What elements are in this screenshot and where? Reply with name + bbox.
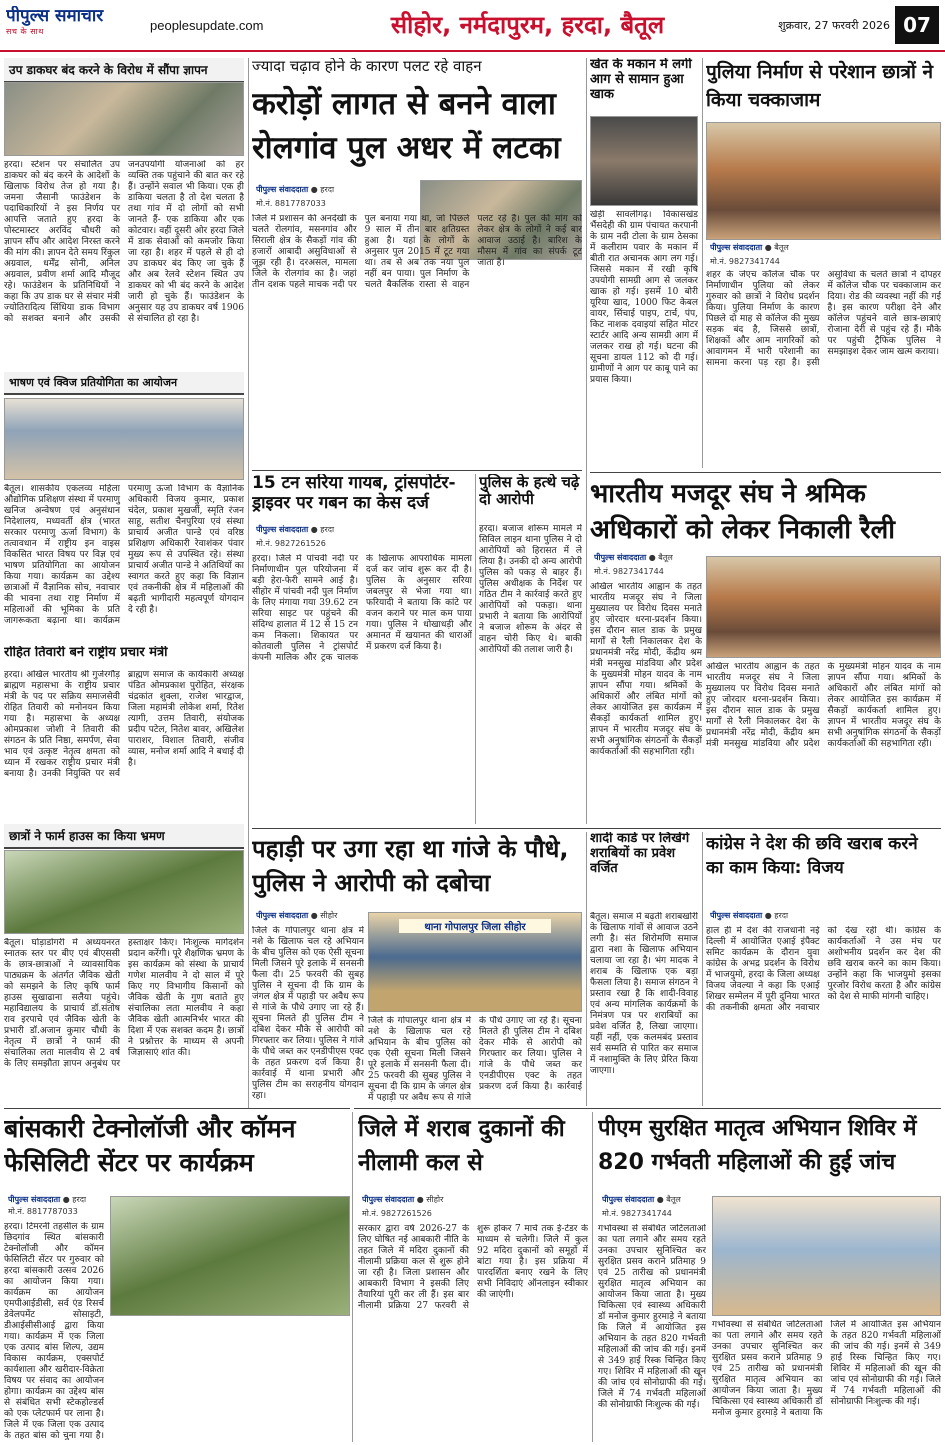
photo (4, 398, 244, 480)
byline-name: पीपुल्स संवाददाता (256, 911, 309, 920)
article-farm-visit (4, 824, 244, 850)
column-rule (586, 832, 587, 1106)
headline: बांसकारी टेक्नोलॉजी और कॉमन फेसिलिटी सेंटर पर कार्यक्रम (4, 1114, 296, 1177)
mobile-number: मो.नं. 9827341744 (710, 257, 780, 266)
article-quiz (4, 372, 244, 398)
photo (590, 116, 698, 206)
mobile-number: मो.नं. 9827261526 (256, 539, 326, 548)
byline: पीपुल्स संवाददाता ● सीहोर (256, 911, 338, 920)
byline-city: बैतूल (658, 553, 673, 562)
divider (354, 1108, 941, 1109)
byline-name: पीपुल्स संवाददाता (256, 525, 309, 534)
headline: पुलिया निर्माण से परेशान छात्रों ने किया चक्काजाम (706, 61, 934, 111)
divider (252, 470, 582, 471)
photo (4, 850, 244, 934)
article-body: गर्भावस्था से संबंधित जटिलताओं का पता लगाने और समय रहते उनका उपचार सुनिश्चित कर सुरक्षित प्रसव कराने प्रतिमाह 9 एवं 25 तारीख को प्रधानमंत्री सुरक्षित मातृत्व अभियान का आयोजन किया जाता है। मुख्य चिकित्सा एवं स्वास्थ्य अधिकारी डॉ मनोज कुमार हुरमाड़े ने बताया कि जिले में आयोजित इस अभियान के तहत 820 गर्भवती महिलाओं की जांच की गई। इनमें से 349 हाई रिस्क चिन्हित किए गए। शिविर में महिलाओं की खून की जांच एवं सोनोग्राफी की गई। जिले में 74 गर्भवती महिलाओं की सोनोग्राफी निःशुल्क की गई। (712, 1320, 941, 1418)
byline: पीपुल्स संवाददाता ● हरदा (256, 185, 335, 194)
byline-city: सीहोर (320, 911, 338, 920)
photo (712, 1196, 941, 1316)
photo (110, 1196, 350, 1316)
byline-city: हरदा (320, 185, 335, 194)
column-rule (702, 832, 703, 1106)
headline: उप डाकघर बंद करने के विरोध में सौंपा ज्ञापन (4, 58, 244, 83)
newspaper-logo (6, 6, 156, 44)
photo (706, 556, 941, 658)
headline: पुलिस के हत्थे चढ़े दो आरोपी (479, 474, 580, 509)
byline-name: पीपुल्स संवाददाता (594, 553, 647, 562)
photo (706, 122, 941, 240)
article-body: जिले के गोपालपुर थाना क्षेत्र में नशे के खिलाफ चल रहे अभियान के बीच पुलिस को एक ऐसी सूचना मिली जिसने पूरे इलाके में सनसनी फैला दी। 25 फरवरी की सुबह पुलिस ने सूचना दी कि ग्राम के जंगल क्षेत्र में पहाड़ी पर अवैध रूप से गांजे के पौधे उगाए जा रहे हैं। सूचना मिलते ही पुलिस टीम ने दबिश देकर मौके से आरोपी को गिरफ्तार कर लिया। पुलिस ने गांजे के पौधे जब्त कर एनडीपीएस एक्ट के तहत प्रकरण दर्ज किया है। कार्रवाई (368, 1016, 582, 1103)
byline-city: हरदा (774, 911, 789, 920)
logo-tagline: सच के साथ (6, 27, 44, 36)
byline-city: बैतूल (774, 243, 789, 252)
article-body: जिले में प्रशासन की अनदेखी के चलते रोलगांव, मसनगांव और सिराली क्षेत्र के सैकड़ों गांव की हजारों आबादी असुविधाओं से जूझ रही है। दरअसल, मामला जिले के रोलगांव का है। जहां तीन दशक पहले माचक नदी पर पुल बनाया गया था, जो पिछले 9 साल में तीन बार क्षतिग्रस्त हुआ है। यहां के लोगों के अनुसार पुल 2015 में टूट गया था। तब से अब तक नया पुल नहीं बन पाया। पुल निर्माण के चलते बैकलिंक रास्ता से वाहन पलट रहे हैं। पुल की मांग को लेकर क्षेत्र के लोगों ने कई बार आवाज उठाई है। बारिश के मौसम में गांव का संपर्क टूट जाता है। (252, 214, 582, 290)
article-body: जिले के गोपालपुर थाना क्षेत्र में नशे के खिलाफ चल रहे अभियान के बीच पुलिस को एक ऐसी सूचना मिली जिसने पूरे इलाके में सनसनी फैला दी। 25 फरवरी की सुबह पुलिस ने सूचना दी कि ग्राम के जंगल क्षेत्र में पहाड़ी पर अवैध रूप से गांजे के पौधे उगाए जा रहे हैं। सूचना मिलते ही पुलिस टीम ने दबिश देकर मौके से आरोपी को गिरफ्तार कर लिया। पुलिस ने गांजे के पौधे जब्त कर एनडीपीएस एक्ट के तहत प्रकरण दर्ज किया है। कार्रवाई में थाना प्रभारी और पुलिस टीम का सराहनीय योगदान रहा। (252, 926, 364, 1101)
article-body: हरदा। टिमरनी तहसील के ग्राम छिदगांव स्थित बांसकारी टेक्नोलॉजी और कॉमन फेसिलिटी सेंटर पर गुरुवार को हरदा बांसकारी उत्सव 2026 का आयोजन किया गया। कार्यक्रम का आयोजन एमपीआईडीसी, सर्व एंड रिसर्च डेवेलपमेंट सोसाइटी, डीआईसीसीआई द्वारा किया गया। कार्यक्रम में एक जिला एक उत्पाद बांस शिल्प, उद्यम विकास कार्यक्रम, एक्सपोर्ट कार्यशाला और खरीदार-विक्रेता विषय पर संवाद का आयोजन होगा। कार्यक्रम का उद्देश्य बांस से संबंधित सभी स्टेकहोल्डर्स को एक प्लेटफार्म पर लाना है। जिले में एक जिला एक उत्पाद के तहत बांस को चुना गया है। (4, 1222, 104, 1440)
photo (368, 912, 582, 1012)
mobile-number: मो.नं. 9827261526 (362, 1209, 432, 1218)
byline-name: पीपुल्स संवाददाता (8, 1195, 61, 1204)
byline-city: सीहोर (426, 1195, 444, 1204)
column-rule (248, 58, 249, 1108)
photo (4, 82, 244, 156)
article-body: हरदा। बजाज शोरूम मामले में सिविल लाइन थाना पुलिस ने दो आरोपियों को हिरासत में ले लिया है। उनकी दो अन्य आरोपी पुलिस को पकड़ से बाहर हैं। पुलिस अधीक्षक के निर्देश पर गठित टीम ने कार्रवाई करते हुए आरोपियों को पकड़ा। थाना प्रभारी ने बताया कि आरोपियों ने बजाज शोरूम के अंदर से वाहन चोरी किए थे। बाकी आरोपियों की तलाश जारी है। (479, 524, 582, 655)
byline: पीपुल्स संवाददाता ● सीहोर (362, 1195, 444, 1204)
kicker: ज्यादा चढ़ाव होने के कारण पलट रहे वाहन (252, 58, 482, 75)
article-body: सरकार द्वारा वर्ष 2026-27 के लिए घोषित नई आबकारी नीति के तहत जिले में मदिरा दुकानों की नीलामी प्रक्रिया कल से शुरू होने जा रही है। जिला प्रशासन और आबकारी विभाग ने इसकी लिए तैयारियां पूरी कर ली हैं। इस बार नीलामी प्रक्रिया 27 फरवरी से शुरू होकर 7 मार्च तक ई-टेंडर के माध्यम से चलेगी। जिले में कुल 92 मदिरा दुकानों को समूहों में बांटा गया है। इस प्रक्रिया में पारदर्शिता बनाए रखने के लिए सभी निविदाएं ऑनलाइन स्वीकार की जाएंगी। (358, 1224, 588, 1311)
headline: शादी कार्ड पर लिखेंगे शराबियों का प्रवेश वर्जित (590, 832, 690, 876)
byline: पीपुल्स संवाददाता ● बैतूल (602, 1195, 681, 1204)
article-body: अखिल भारतीय आह्वान के तहत भारतीय मजदूर संघ ने जिला मुख्यालय पर विरोध दिवस मनाते हुए जोरदार धरना-प्रदर्शन किया। इस दौरान साल डाक के प्रमुख मार्गों से रैली निकालकर देश के प्रधानमंत्री नरेंद्र मोदी, केंद्रीय श्रम मंत्री मनसुख मांडविया और प्रदेश के मुख्यमंत्री मोहन यादव के नाम ज्ञापन सौंपा गया। श्रमिकों के अधिकारों और लंबित मांगों को लेकर आयोजित इस कार्यक्रम में सैकड़ों कार्यकर्ता शामिल हुए। ज्ञापन में भारतीय मजदूर संघ के सभी अनुषांगिक संगठनों के सैकड़ों कार्यकर्ताओं की सहभागिता रही। (706, 662, 941, 749)
article-body: शहर के जेएच कॉलेज चौक पर निर्माणाधीन पुलिया को लेकर गुरुवार को छात्रों ने विरोध प्रदर्शन किया। पुलिया निर्माण के कारण पिछले दो माह से कॉलेज की मुख्य सड़क बंद है, जिससे छात्रों, शिक्षकों और आम नागरिकों को आवागमन में भारी परेशानी का सामना करना पड़ रहा है। इसी असुविधा के चलते छात्रों ने दोपहर में कॉलेज चौक पर चक्काजाम कर दिया। रोड की व्यवस्था नहीं की गई है। इस कारण परीक्षा देने और कॉलेज पहुंचने वाले छात्र-छात्राएं रोजाना देरी से पहुंच रहे हैं। मौके पर पहुंची ट्रैफिक पुलिस ने समझाइश देकर जाम खत्म कराया। (706, 270, 941, 368)
byline-city: हरदा (72, 1195, 87, 1204)
byline-name: पीपुल्स संवाददाता (710, 243, 763, 252)
photo-sign: थाना गोपालपुर जिला सीहोर (399, 919, 551, 933)
article-body: हरदा। जिले में पांचवी नदी पर निर्माणाधीन पुल परियोजना में बड़ी हेरा-फेरी सामने आई है। सीहोर में पांचवी नदी पुल निर्माण के लिए मंगाया गया 39.62 टन सरिया साइट पर पहुंचने की संदिग्ध हालात में 12 से 15 टन कम निकला। शिकायत पर कोतवाली पुलिस ने ट्रांसपोर्ट कंपनी मालिक और ट्रक चालक के खिलाफ आपराधिक मामला दर्ज कर जांच शुरू कर दी है। पुलिस के अनुसार सरिया जबलपुर से भेजा गया था। फरियादी ने बताया कि कांटे पर वजन कराने पर माल कम पाया गया। पुलिस ने धोखाधड़ी और अमानत में खयानत की धाराओं में प्रकरण दर्ज किया है। (252, 554, 472, 663)
page-number: 07 (895, 6, 939, 44)
mobile-number: मो.नं. 9827341744 (594, 567, 664, 576)
divider (4, 1108, 350, 1109)
column-rule (352, 1112, 353, 1442)
byline-name: पीपुल्स संवाददाता (362, 1195, 415, 1204)
article-body: अखिल भारतीय आह्वान के तहत भारतीय मजदूर संघ ने जिला मुख्यालय पर विरोध दिवस मनाते हुए जोरदार धरना-प्रदर्शन किया। इस दौरान साल डाक के प्रमुख मार्गों से रैली निकालकर देश के प्रधानमंत्री नरेंद्र मोदी, केंद्रीय श्रम मंत्री मनसुख मांडविया और प्रदेश के मुख्यमंत्री मोहन यादव के नाम ज्ञापन सौंपा गया। श्रमिकों के अधिकारों और लंबित मांगों को लेकर आयोजित इस कार्यक्रम में सैकड़ों कार्यकर्ता शामिल हुए। ज्ञापन में भारतीय मजदूर संघ के सभी अनुषांगिक संगठनों के सैकड़ों कार्यकर्ताओं की सहभागिता रही। (590, 582, 702, 757)
headline: खेत के मकान में लगी आग से सामान हुआ खाक (590, 58, 692, 102)
divider (590, 472, 941, 473)
column-rule (592, 1112, 593, 1442)
byline-name: पीपुल्स संवाददाता (256, 185, 309, 194)
byline-name: पीपुल्स संवाददाता (710, 911, 763, 920)
article-body: हरदा। अखिल भारतीय श्री गुर्जरगौड़ ब्राह्मण महासभा के राष्ट्रीय प्रचार मंत्री के पद पर सक्रिय समाजसेवी रोहित तिवारी को मनोनयन किया गया है। महासभा के अध्यक्ष ओमप्रकाश जोशी ने तिवारी की संगठन के प्रति निष्ठा, समर्पण, सेवा भाव एवं उत्कृष्ट नेतृत्व क्षमता को ध्यान में रखकर राष्ट्रीय प्रचार मंत्री बनाया है। उनकी नियुक्ति पर सर्व ब्राह्मण समाज के कार्यकारी अध्यक्ष पंडित ओमप्रकाश पुरोहित, संरक्षक चंद्रकांत शुक्ला, राजेश भारद्वाज, जिला महामंत्री लोकेश शर्मा, रितेश त्यागी, उत्तम तिवारी, संयोजक प्रदीप पटेल, नितेश बावर, अखिलेश पाराशर, विशाल तिवारी, संजीव व्यास, मनोज शर्मा आदि ने बधाई दी है। (4, 670, 244, 779)
byline: पीपुल्स संवाददाता ● बैतूल (710, 243, 789, 252)
article-body: बैतूल। घोड़ाडोंगरी में अध्ययनरत स्नातक स्तर पर बीए एवं बीएससी के छात्र-छात्राओं ने व्यावसायिक पाठ्यक्रम के अंतर्गत जैविक खेती को समझने के लिए कृषि फार्म हाउस सुखाढाना सलैया पहुंचे। महाविद्यालय के प्राचार्य डॉ.संतोष राव इरपाचे एवं जैविक खेती के प्रभारी डॉ.अजान कुमार चौधी के नेतृत्व में छात्रों ने फार्म की संचालिका लता मालवीय से 2 वर्ष के लिए समझौता ज्ञापन अनुबंध पर हस्ताक्षर किए। निःशुल्क मार्गदर्शन प्रदान करेंगी। पूरे शैक्षणिक भ्रमण के इस कार्यक्रम को संस्था के प्राचार्य गणेश मालवीय ने दो साल में पूरे किए गए विभागीय किसानों को जैविक खेती के गुण बताते हुए संचालिका लता मालवीय ने कहा जैविक खेती आत्मनिर्भर भारत की दिशा में एक सशक्त कदम है। छात्रों ने प्रश्नोत्तर के माध्यम से अपनी जिज्ञासाएं शांत की। (4, 938, 244, 1069)
headline: भाषण एवं क्विज प्रतियोगिता का आयोजन (4, 372, 244, 395)
mobile-number: मो.नं. 8817787033 (256, 199, 326, 208)
region-title: सीहोर, नर्मदापुरम, हरदा, बैतूल (390, 11, 665, 39)
byline-name: पीपुल्स संवाददाता (602, 1195, 655, 1204)
headline: छात्रों ने फार्म हाउस का किया भ्रमण (4, 824, 244, 849)
headline: 15 टन सरिया गायब, ट्रांसपोर्टर-ड्राइवर पर गबन का केस दर्ज (252, 474, 456, 513)
mobile-number: मो.नं. 9827341744 (602, 1209, 672, 1218)
column-rule (586, 58, 587, 824)
headline: भारतीय मजदूर संघ ने श्रमिक अधिकारों को लेकर निकाली रैली (590, 479, 896, 545)
headline: रोहित तिवारी बने राष्ट्रीय प्रचार मंत्री (4, 646, 168, 660)
column-rule (475, 474, 476, 824)
article-body: बैतूल। शासकीय एकलव्य महिला औद्योगिक प्रशिक्षण संस्था में परमाणु खनिज अन्वेषण एवं अनुसंधान निदेशालय, मध्यवर्ती क्षेत्र (भारत सरकार परमाणु ऊर्जा विभाग) के तत्वावधान में राष्ट्रीय इन वाइस विकसित भारत विषय पर विज्ञ एवं भाषण प्रतियोगिता का आयोजन किया गया। कार्यक्रम का उद्देश्य छात्राओं में वैज्ञानिक सोच, नवाचार की भावना तथा राष्ट्र निर्माण में महिलाओं की भूमिका के प्रति जागरूकता बढ़ाना था। कार्यक्रम परमाणु ऊर्जा विभाग के वैज्ञानिक अधिकारी विजय कुमार, प्रकाश चंदेल, प्रकाश मुखर्जी, स्मृति रंजन साहू, सतीश चैनपुरिया एवं संस्था प्राचार्य अजीत पान्डे एवं वरिष्ठ प्रशिक्षण अधिकारी रेवाशंकर पंवार मुख्य रूप से उपस्थित रहे। संस्था प्राचार्य अजीत पान्डे ने अतिथियों का स्वागत करते हुए कहा कि विज्ञान एवं तकनीकी क्षेत्र में महिलाओं की बढ़ती भागीदारी महत्वपूर्ण योगदान दे रही है। (4, 484, 244, 626)
byline: पीपुल्स संवाददाता ● बैतूल (594, 553, 673, 562)
logo-text: पीपुल्स समाचार (6, 6, 104, 26)
article-body: हरदा। स्टेशन पर संचालित उप डाकघर को बंद करने के आदेशों के खिलाफ विरोध तेज हो गया है। जमना जैसानी फाउंडेशन के पदाधिकारियों ने इस निर्णय पर आपत्ति जताते हुए हरदा के पोस्टमास्टर अरविंद चौधरी को ज्ञापन सौंप और आदेश निरस्त करने की मांग की। ज्ञापन देते समय रिंकुल अग्रवाल, धर्मेंद्र सोनी, अनिल अग्रवाल, प्रवीण शर्मा आदि मौजूद रहे। फाउंडेशन के प्रतिनिधियों ने कहा कि उप डाक घर से संचार मंत्री ज्योतिरादित्य सिंधिया डाक विभाग को सशक्त बनाने और उसकी जनउपयोगी योजनाओं को हर व्यक्ति तक पहुंचाने की बात कर रहे हैं। उन्होंने सवाल भी किया। एक ही डाकिया चलता है तो देश चलता है तथा गांव में दो लोगों को सभी जानते हैं- एक डाकिया और एक कोटवार। वहीं दूसरी ओर हरदा जिले में डाक सेवाओं को कमजोर किया जा रहा है। शहर में पहले से ही दो उप डाकघर बंद किए जा चुके हैं और अब रेलवे स्टेशन स्थित उप डाकघर को भी बंद करने के आदेश जारी हो चुके हैं। फाउंडेशन के अनुसार यह उप डाकघर वर्ष 1906 से संचालित हो रहा है। (4, 160, 244, 324)
column-rule (702, 58, 703, 468)
article-post-office (4, 58, 244, 156)
divider (252, 828, 941, 829)
masthead (0, 0, 945, 52)
issue-date: शुक्रवार, 27 फरवरी 2026 (778, 19, 890, 32)
article-body: खेड़ी सावलीगढ़। विकासखंड भैंसदेही की ग्राम पंचायत करपानी के ग्राम नदी टोला के ग्राम ठेसका में कलीराम पवार के मकान में बीती रात अचानक आग लग गई। जिससे मकान में रखी कृषि उपयोगी सामग्री आग से जलकर खाक हो गई। इसमें 10 बोरी यूरिया खाद, 1000 फिट केबल वायर, सिंचाई पाइप, टार्च, पंप, किट नाशक दवाइयां सहित मोटर स्टार्टर आदि अन्य सामग्री आग में जलकर राख हो गई। घटना की सूचना डायल 112 को दी गई। ग्रामीणों ने आग पर काबू पाने का प्रयास किया। (590, 210, 698, 385)
headline: करोड़ों लागत से बनने वाला रोलगांव पुल अधर में लटका (252, 86, 561, 166)
mobile-number: मो.नं. 8817787033 (8, 1207, 78, 1216)
article-body: बैतूल। समाज में बढ़ती शराबखोरी के खिलाफ गांवों से आवाज उठने लगी है। संत शिरोमणि समाज द्वारा नशा के खिलाफ अभियान चलाया जा रहा है। भंग मादक ने शराब के खिलाफ एक बड़ा फैसला लिया है। समाज संगठन ने प्रस्ताव रखा है कि शादी-विवाह एवं अन्य मांगलिक कार्यक्रमों के निमंत्रण पत्र पर शराबियों का प्रवेश वर्जित है, लिखा जाएगा। यहीं नहीं, एक कलमबंद प्रस्ताव सर्व सम्मति से पारित कर समाज में नशामुक्ति के लिए प्रेरित किया जाएगा। (590, 912, 698, 1076)
website-link[interactable]: peoplesupdate.com (150, 18, 264, 33)
headline: पहाड़ी पर उगा रहा था गांजे के पौधे, पुलिस ने आरोपी को दबोचा (252, 835, 569, 897)
byline: पीपुल्स संवाददाता ● हरदा (710, 911, 789, 920)
byline-city: हरदा (320, 525, 335, 534)
headline: जिले में शराब दुकानों की नीलामी कल से (358, 1116, 565, 1176)
article-body: गर्भावस्था से संबंधित जटिलताओं का पता लगाने और समय रहते उनका उपचार सुनिश्चित कर सुरक्षित प्रसव कराने प्रतिमाह 9 एवं 25 तारीख को प्रधानमंत्री सुरक्षित मातृत्व अभियान का आयोजन किया जाता है। मुख्य चिकित्सा एवं स्वास्थ्य अधिकारी डॉ मनोज कुमार हुरमाड़े ने बताया कि जिले में आयोजित इस अभियान के तहत 820 गर्भवती महिलाओं की जांच की गई। इनमें से 349 हाई रिस्क चिन्हित किए गए। शिविर में महिलाओं की खून की जांच एवं सोनोग्राफी की गई। जिले में 74 गर्भवती महिलाओं की सोनोग्राफी निःशुल्क की गई। (598, 1224, 706, 1410)
byline: पीपुल्स संवाददाता ● हरदा (256, 525, 335, 534)
article-body: हाल ही में देश की राजधानी नई दिल्ली में आयोजित एआई इंपैक्ट समिट कार्यक्रम के दौरान युवा कांग्रेस के अभद्र प्रदर्शन के विरोध में भाजयुमो, हरदा के जिला अध्यक्ष विजय जेवल्या ने कहा कि एआई शिखर सम्मेलन में पूरी दुनिया भारत की तकनीकी क्षमता और नवाचार को देख रही थी। कांग्रेस के कार्यकर्ताओं ने उस मंच पर अशोभनीय प्रदर्शन कर देश की छवि खराब करने का काम किया। उन्होंने कहा कि भाजयुमो इसका पुरजोर विरोध करता है और कांग्रेस को देश से माफी मांगनी चाहिए। (706, 926, 941, 1013)
headline: कांग्रेस ने देश की छवि खराब करने का काम किया: विजय (706, 834, 918, 878)
headline: पीएम सुरक्षित मातृत्व अभियान शिविर में 820 गर्भवती महिलाओं की हुई जांच (598, 1116, 917, 1175)
byline: पीपुल्स संवाददाता ● हरदा (8, 1195, 87, 1204)
byline-city: बैतूल (666, 1195, 681, 1204)
